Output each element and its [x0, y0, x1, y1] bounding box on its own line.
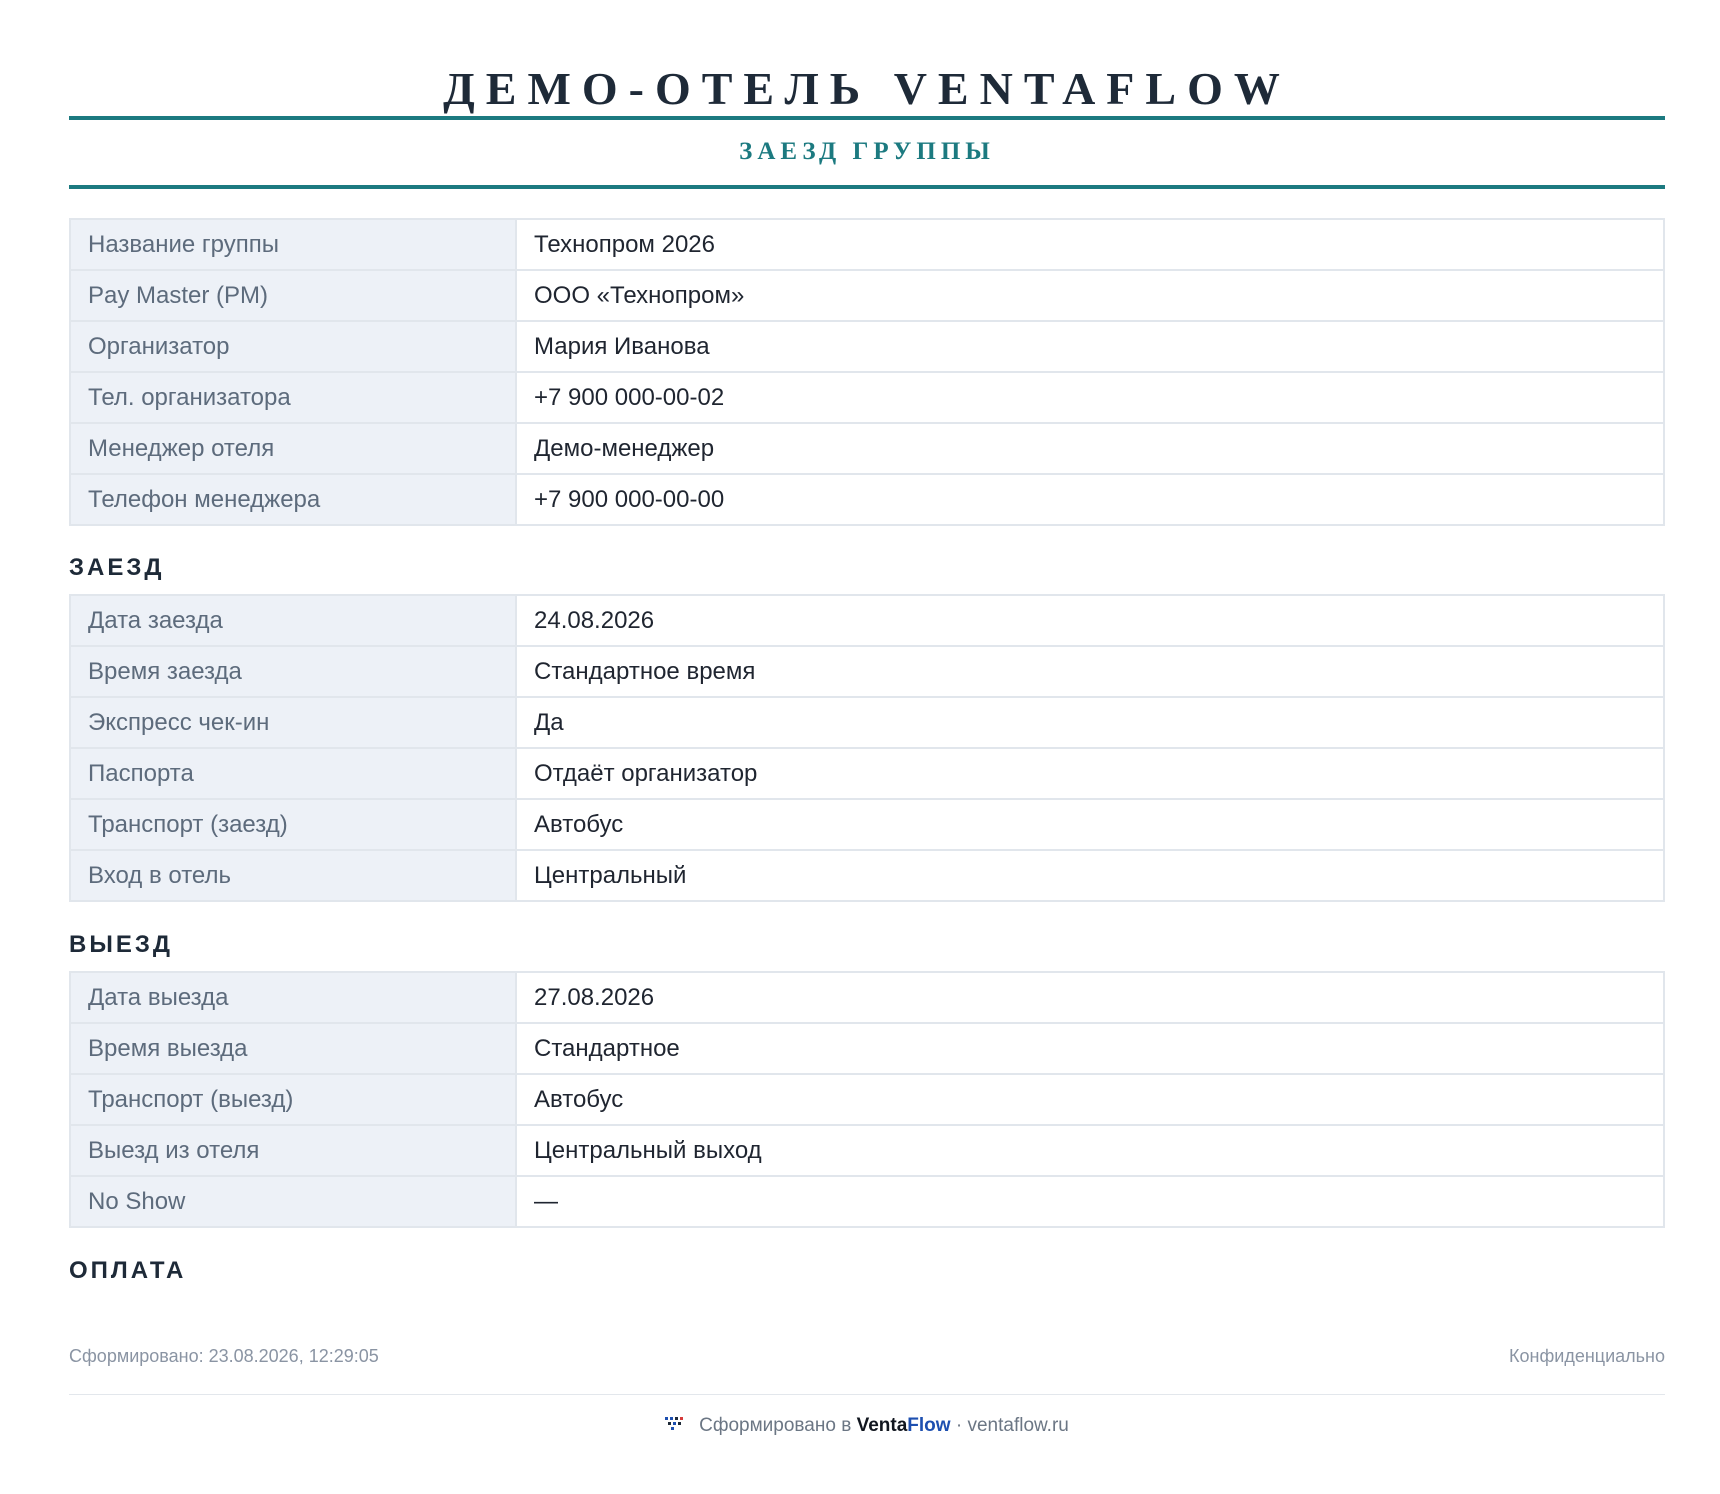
field-label: Время заезда	[70, 646, 516, 697]
table-row	[70, 697, 1664, 748]
field-label: Название группы	[70, 219, 516, 270]
brand-name-part2: Flow	[907, 1415, 951, 1436]
field-value: Центральный	[516, 850, 1664, 901]
field-value: Автобус	[516, 799, 1664, 850]
field-label: No Show	[70, 1176, 516, 1227]
brand-name[interactable]	[857, 1415, 951, 1436]
field-value: —	[516, 1176, 1664, 1227]
field-value: ООО «Технопром»	[516, 270, 1664, 321]
section-heading-payment: ОПЛАТА	[69, 1257, 187, 1284]
title-rule-top	[69, 116, 1665, 120]
field-label: Организатор	[70, 321, 516, 372]
table-row	[70, 372, 1664, 423]
brand-website[interactable]: · ventaflow.ru	[955, 1415, 1069, 1436]
section-heading-arrival: ЗАЕЗД	[69, 554, 165, 581]
hotel-name: ДЕМО-ОТЕЛЬ VENTAFLOW	[443, 63, 1291, 114]
field-value: Да	[516, 697, 1664, 748]
table-row	[70, 270, 1664, 321]
field-label: Менеджер отеля	[70, 423, 516, 474]
table-row	[70, 1023, 1664, 1074]
field-value: Технопром 2026	[516, 219, 1664, 270]
confidential-label: Конфиденциально	[1509, 1346, 1665, 1366]
field-label: Вход в отель	[70, 850, 516, 901]
table-row	[70, 595, 1664, 646]
table-row	[70, 646, 1664, 697]
field-label: Pay Master (PM)	[70, 270, 516, 321]
table-row	[70, 748, 1664, 799]
table-row	[70, 972, 1664, 1023]
brand-name-part1: Venta	[856, 1415, 908, 1436]
table-row	[70, 1176, 1664, 1227]
field-label: Транспорт (выезд)	[70, 1074, 516, 1125]
table-row	[70, 799, 1664, 850]
field-label: Выезд из отеля	[70, 1125, 516, 1176]
generated-timestamp: Сформировано: 23.08.2026, 12:29:05	[69, 1346, 379, 1366]
field-value: Демо-менеджер	[516, 423, 1664, 474]
section-heading-departure: ВЫЕЗД	[69, 931, 173, 958]
field-label: Время выезда	[70, 1023, 516, 1074]
title-rule-bottom	[69, 185, 1665, 189]
table-row	[70, 1074, 1664, 1125]
field-value: Центральный выход	[516, 1125, 1664, 1176]
departure-table	[69, 971, 1665, 1228]
field-value: Стандартное	[516, 1023, 1664, 1074]
brand-footer	[69, 1414, 1665, 1438]
field-label: Дата выезда	[70, 972, 516, 1023]
brand-prefix: Сформировано в	[699, 1415, 852, 1436]
table-row	[70, 474, 1664, 525]
field-label: Транспорт (заезд)	[70, 799, 516, 850]
field-label: Дата заезда	[70, 595, 516, 646]
table-row	[70, 219, 1664, 270]
field-value: Стандартное время	[516, 646, 1664, 697]
field-label: Тел. организатора	[70, 372, 516, 423]
table-row	[70, 321, 1664, 372]
field-label: Экспресс чек-ин	[70, 697, 516, 748]
ventaflow-logo-icon	[665, 1415, 685, 1433]
field-value: 24.08.2026	[516, 595, 1664, 646]
field-label: Паспорта	[70, 748, 516, 799]
table-row	[70, 850, 1664, 901]
field-value: +7 900 000-00-02	[516, 372, 1664, 423]
field-value: 27.08.2026	[516, 972, 1664, 1023]
document-title: ЗАЕЗД ГРУППЫ	[739, 138, 995, 165]
footer-divider	[69, 1394, 1665, 1395]
table-row	[70, 423, 1664, 474]
field-value: Отдаёт организатор	[516, 748, 1664, 799]
field-value: Автобус	[516, 1074, 1664, 1125]
arrival-table	[69, 594, 1665, 902]
field-value: +7 900 000-00-00	[516, 474, 1664, 525]
field-label: Телефон менеджера	[70, 474, 516, 525]
table-row	[70, 1125, 1664, 1176]
field-value: Мария Иванова	[516, 321, 1664, 372]
group-info-table	[69, 218, 1665, 526]
